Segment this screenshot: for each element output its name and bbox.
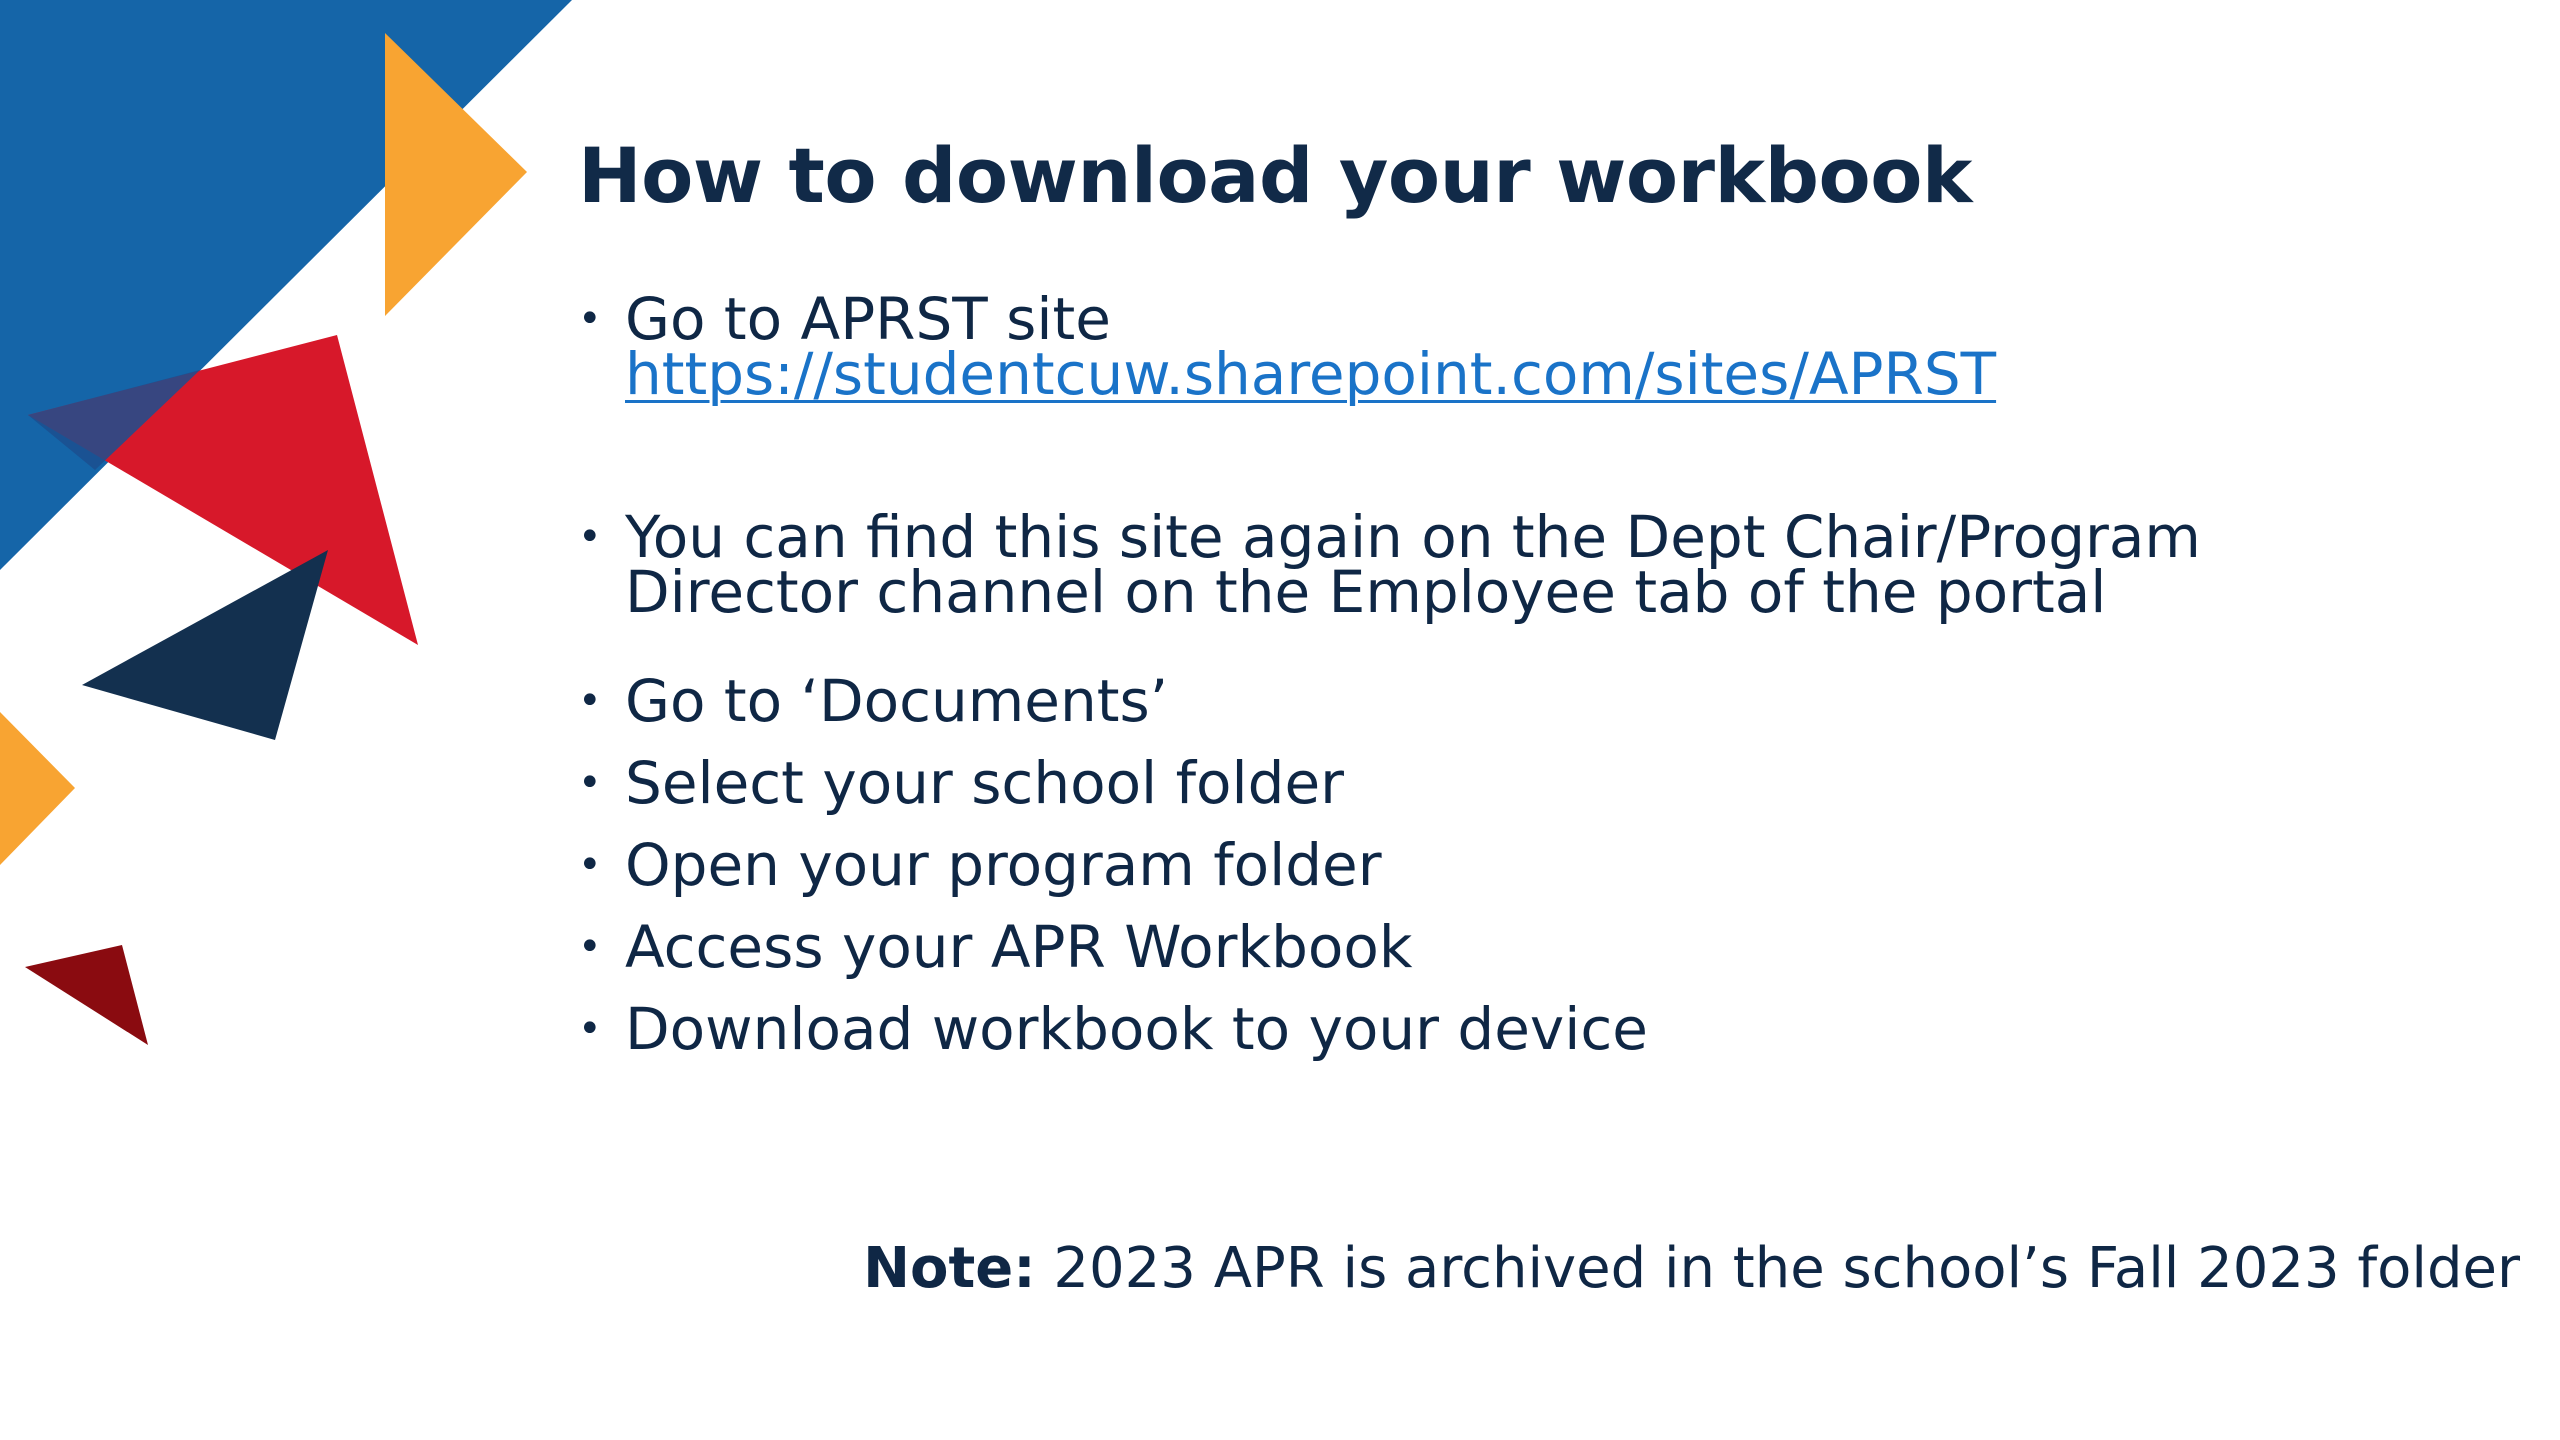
bullet-glyph: • (578, 296, 602, 342)
dark-red-triangle (25, 945, 148, 1045)
bullet-glyph: • (578, 678, 602, 724)
bullet-text: Go to ‘Documents’ (625, 667, 1169, 735)
bullet-text: Director channel on the Employee tab of the portal (625, 558, 2107, 626)
navy-triangle (82, 550, 328, 740)
bullet-text: Select your school folder (625, 749, 1344, 817)
bullet-glyph: • (578, 924, 602, 970)
note-label: Note: (863, 1236, 1036, 1301)
decorative-shapes (0, 0, 600, 1100)
note-text: 2023 APR is archived in the school’s Fall 2023 folder (1035, 1236, 2520, 1301)
orange-triangle-left (0, 712, 75, 865)
bullet-text: Download workbook to your device (625, 995, 1648, 1063)
bullet-glyph: • (578, 842, 602, 888)
aprst-site-link[interactable]: https://studentcuw.sharepoint.com/sites/APRST (625, 340, 1997, 408)
note (863, 1237, 2520, 1301)
bullet-glyph: • (578, 760, 602, 806)
bullet-text: Open your program folder (625, 831, 1382, 899)
bullet-glyph: • (578, 514, 602, 560)
bullet-text: Access your APR Workbook (625, 913, 1413, 981)
slide-title: How to download your workbook (578, 131, 1972, 220)
bullet-text: Go to APRST site (625, 285, 1111, 353)
bullet-text: You can find this site again on the Dept Chair/Program (625, 503, 2201, 571)
bullet-glyph: • (578, 1006, 602, 1052)
